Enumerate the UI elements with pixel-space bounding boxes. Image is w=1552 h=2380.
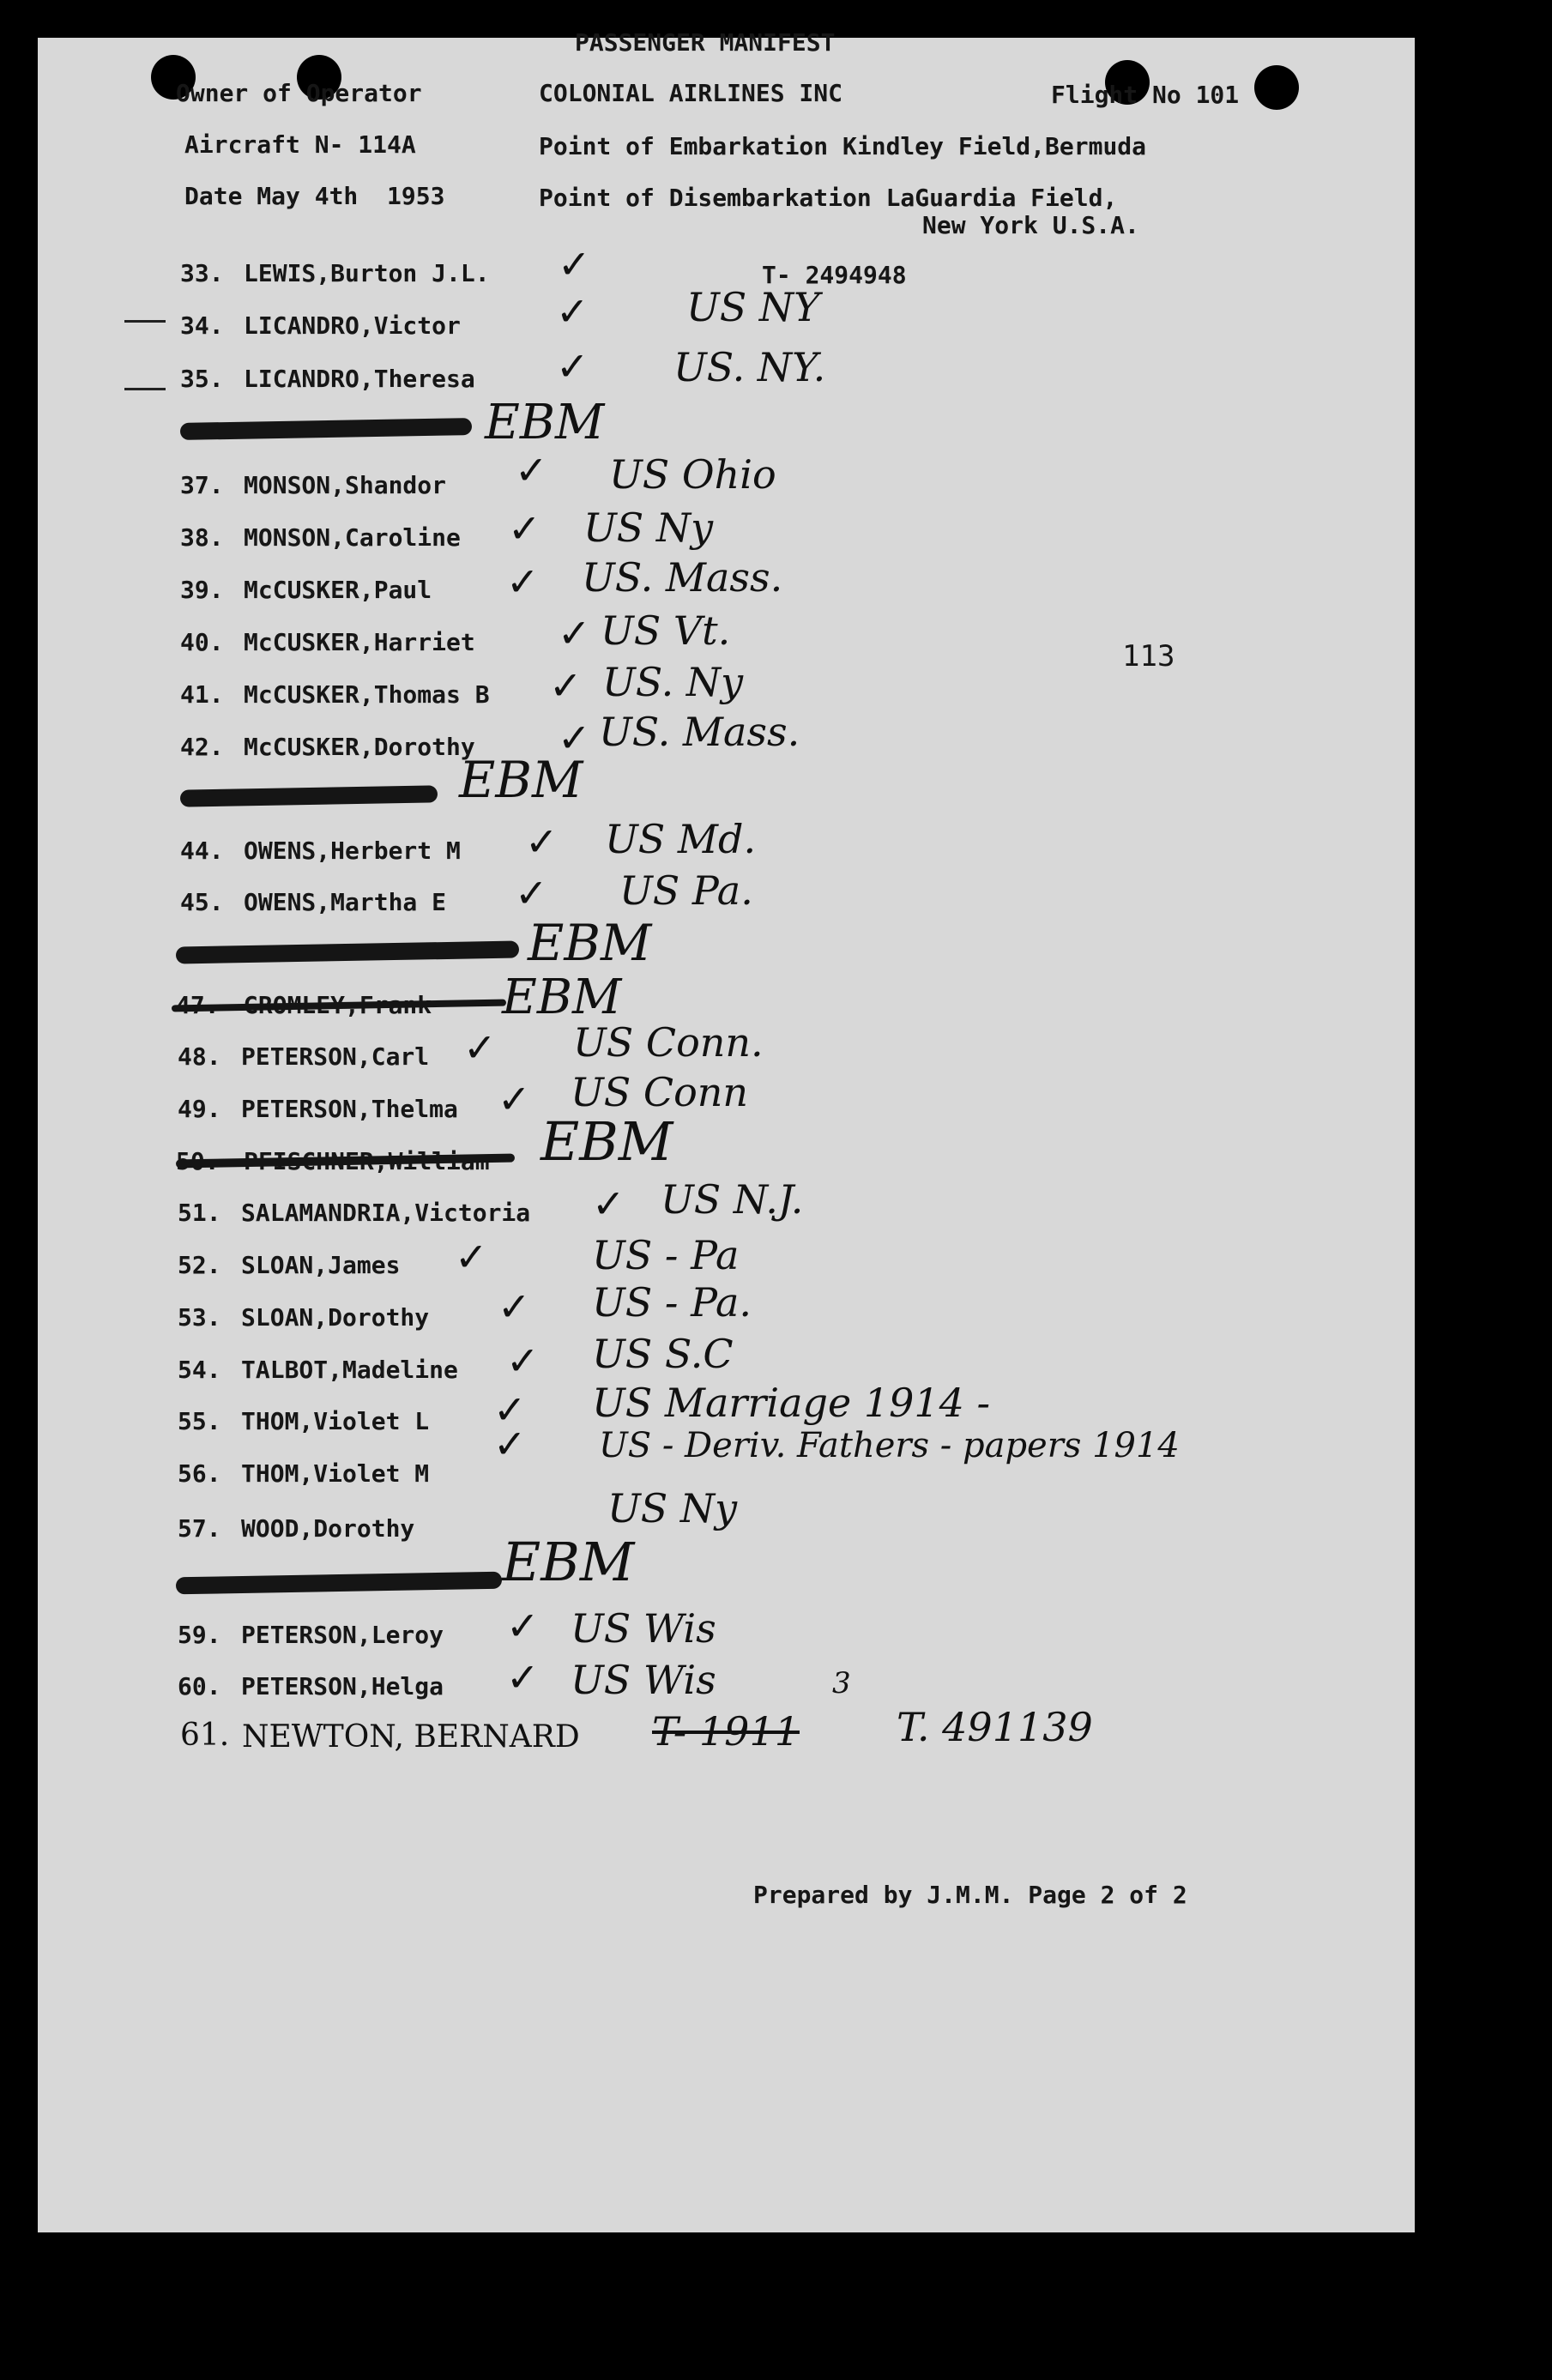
passenger-35-num: 35. (180, 365, 224, 393)
passenger-57-name: WOOD,Dorothy (241, 1514, 415, 1543)
initials-46: EBM (528, 914, 652, 972)
passenger-48-name: PETERSON,Carl (241, 1042, 430, 1071)
note-41: US. Ny (602, 659, 744, 705)
note-52: US - Pa (592, 1232, 740, 1278)
note-49: US Conn (571, 1069, 749, 1115)
passenger-38-name: MONSON,Caroline (244, 523, 461, 552)
passenger-57-num: 57. (178, 1514, 221, 1543)
note-40: US Vt. (601, 607, 731, 654)
passenger-34-num: 34. (180, 311, 224, 340)
passenger-52-num: 52. (178, 1251, 221, 1279)
note-37: US Ohio (609, 451, 776, 498)
passenger-44-num: 44. (180, 837, 224, 865)
passenger-49-name: PETERSON,Thelma (241, 1095, 458, 1123)
passenger-37-name: MONSON,Shandor (244, 471, 447, 499)
passenger-53-num: 53. (178, 1303, 221, 1332)
punch-hole-4 (1254, 65, 1299, 110)
margin-dash-35 (124, 388, 166, 390)
note-53: US - Pa. (592, 1279, 752, 1326)
passenger-37-num: 37. (180, 471, 224, 499)
passenger-33-ticket: T- 2494948 (762, 261, 907, 289)
note-57: US Ny (607, 1485, 738, 1531)
entry-61-num: 61. (180, 1718, 230, 1753)
passenger-51-num: 51. (178, 1199, 221, 1227)
entry-61-name: NEWTON, BERNARD (242, 1719, 580, 1755)
check-mark-59: ✓ (506, 1603, 540, 1649)
check-mark-44: ✓ (525, 819, 559, 865)
check-mark-42: ✓ (558, 715, 591, 761)
initials-58: EBM (502, 1531, 635, 1593)
passenger-55-num: 55. (178, 1407, 221, 1435)
check-mark-39: ✓ (506, 559, 540, 605)
initials-47: EBM (502, 970, 622, 1025)
owner-label: Owner of Operator (176, 79, 422, 107)
passenger-60-num: 60. (178, 1672, 221, 1700)
passenger-33-name: LEWIS,Burton J.L. (244, 259, 490, 287)
airline-name: COLONIAL AIRLINES INC (539, 79, 843, 107)
check-mark-49: ✓ (498, 1076, 531, 1122)
disembarkation-point: Point of Disembarkation LaGuardia Field, (539, 184, 1118, 212)
flight-number: Flight No 101 (1051, 81, 1240, 109)
disembarkation-city: New York U.S.A. (922, 211, 1139, 239)
margin-dash-34 (124, 320, 166, 323)
manifest-title: PASSENGER MANIFEST (575, 28, 836, 57)
entry-61-struck-number: T- 1911 (652, 1708, 800, 1755)
check-mark-53: ✓ (498, 1284, 531, 1330)
passenger-45-num: 45. (180, 888, 224, 916)
initials-50: EBM (540, 1110, 673, 1173)
footer-prepared-by: Prepared by J.M.M. Page 2 of 2 (753, 1881, 1187, 1909)
passenger-42-num: 42. (180, 733, 224, 761)
passenger-38-num: 38. (180, 523, 224, 552)
check-mark-48: ✓ (463, 1024, 497, 1071)
passenger-53-name: SLOAN,Dorothy (241, 1303, 430, 1332)
note-55: US Marriage 1914 - (592, 1380, 991, 1426)
note-34: US NY (686, 284, 820, 330)
passenger-49-num: 49. (178, 1095, 221, 1123)
passenger-48-num: 48. (178, 1042, 221, 1071)
check-mark-34: ✓ (556, 288, 589, 335)
note-51: US N.J. (661, 1176, 804, 1223)
check-mark-45: ✓ (515, 870, 548, 916)
note-44: US Md. (605, 816, 757, 862)
check-mark-37: ✓ (515, 447, 548, 493)
note-38: US Ny (583, 504, 714, 551)
initials-36: EBM (485, 395, 605, 450)
entry-61-superscript: 3 (832, 1666, 851, 1700)
note-39: US. Mass. (582, 554, 783, 601)
check-mark-54: ✓ (506, 1338, 540, 1384)
passenger-40-name: McCUSKER,Harriet (244, 628, 475, 656)
check-mark-55: ✓ (493, 1386, 527, 1433)
check-mark-35: ✓ (556, 343, 589, 390)
passenger-59-name: PETERSON,Leroy (241, 1621, 444, 1649)
note-59: US Wis (571, 1605, 716, 1652)
check-mark-60: ✓ (506, 1654, 540, 1700)
note-35: US. NY. (673, 344, 826, 390)
note-56: US - Deriv. Fathers - papers 1914 (599, 1426, 1180, 1465)
passenger-59-num: 59. (178, 1621, 221, 1649)
entry-61-number: T. 491139 (897, 1704, 1093, 1750)
flight-date: Date May 4th 1953 (184, 182, 445, 210)
passenger-40-num: 40. (180, 628, 224, 656)
note-60: US Wis (571, 1657, 716, 1703)
passenger-51-name: SALAMANDRIA,Victoria (241, 1199, 531, 1227)
initials-43: EBM (459, 751, 583, 809)
passenger-45-name: OWENS,Martha E (244, 888, 447, 916)
check-mark-56: ✓ (493, 1421, 527, 1467)
check-mark-51: ✓ (592, 1181, 625, 1227)
aircraft-number: Aircraft N- 114A (184, 130, 416, 159)
note-45: US Pa. (619, 867, 753, 914)
passenger-42-name: McCUSKER,Dorothy (244, 733, 475, 761)
passenger-55-name: THOM,Violet L (241, 1407, 430, 1435)
check-mark-52: ✓ (455, 1234, 488, 1280)
passenger-39-name: McCUSKER,Paul (244, 576, 432, 604)
passenger-34-name: LICANDRO,Victor (244, 311, 461, 340)
passenger-41-num: 41. (180, 680, 224, 709)
passenger-54-num: 54. (178, 1356, 221, 1384)
passenger-35-name: LICANDRO,Theresa (244, 365, 475, 393)
passenger-33-num: 33. (180, 259, 224, 287)
note-54: US S.C (592, 1331, 734, 1377)
embarkation-point: Point of Embarkation Kindley Field,Bermuda (539, 132, 1147, 160)
passenger-39-num: 39. (180, 576, 224, 604)
passenger-56-num: 56. (178, 1459, 221, 1488)
passenger-56-name: THOM,Violet M (241, 1459, 430, 1488)
check-mark-41: ✓ (549, 662, 583, 709)
check-mark-33: ✓ (558, 241, 591, 287)
passenger-41-name: McCUSKER,Thomas B (244, 680, 490, 709)
check-mark-38: ✓ (508, 505, 541, 552)
passenger-52-name: SLOAN,James (241, 1251, 401, 1279)
page-stamp: 113 (1122, 639, 1175, 674)
note-48: US Conn. (573, 1019, 764, 1066)
passenger-60-name: PETERSON,Helga (241, 1672, 444, 1700)
check-mark-40: ✓ (558, 610, 591, 656)
note-42: US. Mass. (599, 709, 800, 755)
passenger-54-name: TALBOT,Madeline (241, 1356, 458, 1384)
passenger-44-name: OWENS,Herbert M (244, 837, 461, 865)
